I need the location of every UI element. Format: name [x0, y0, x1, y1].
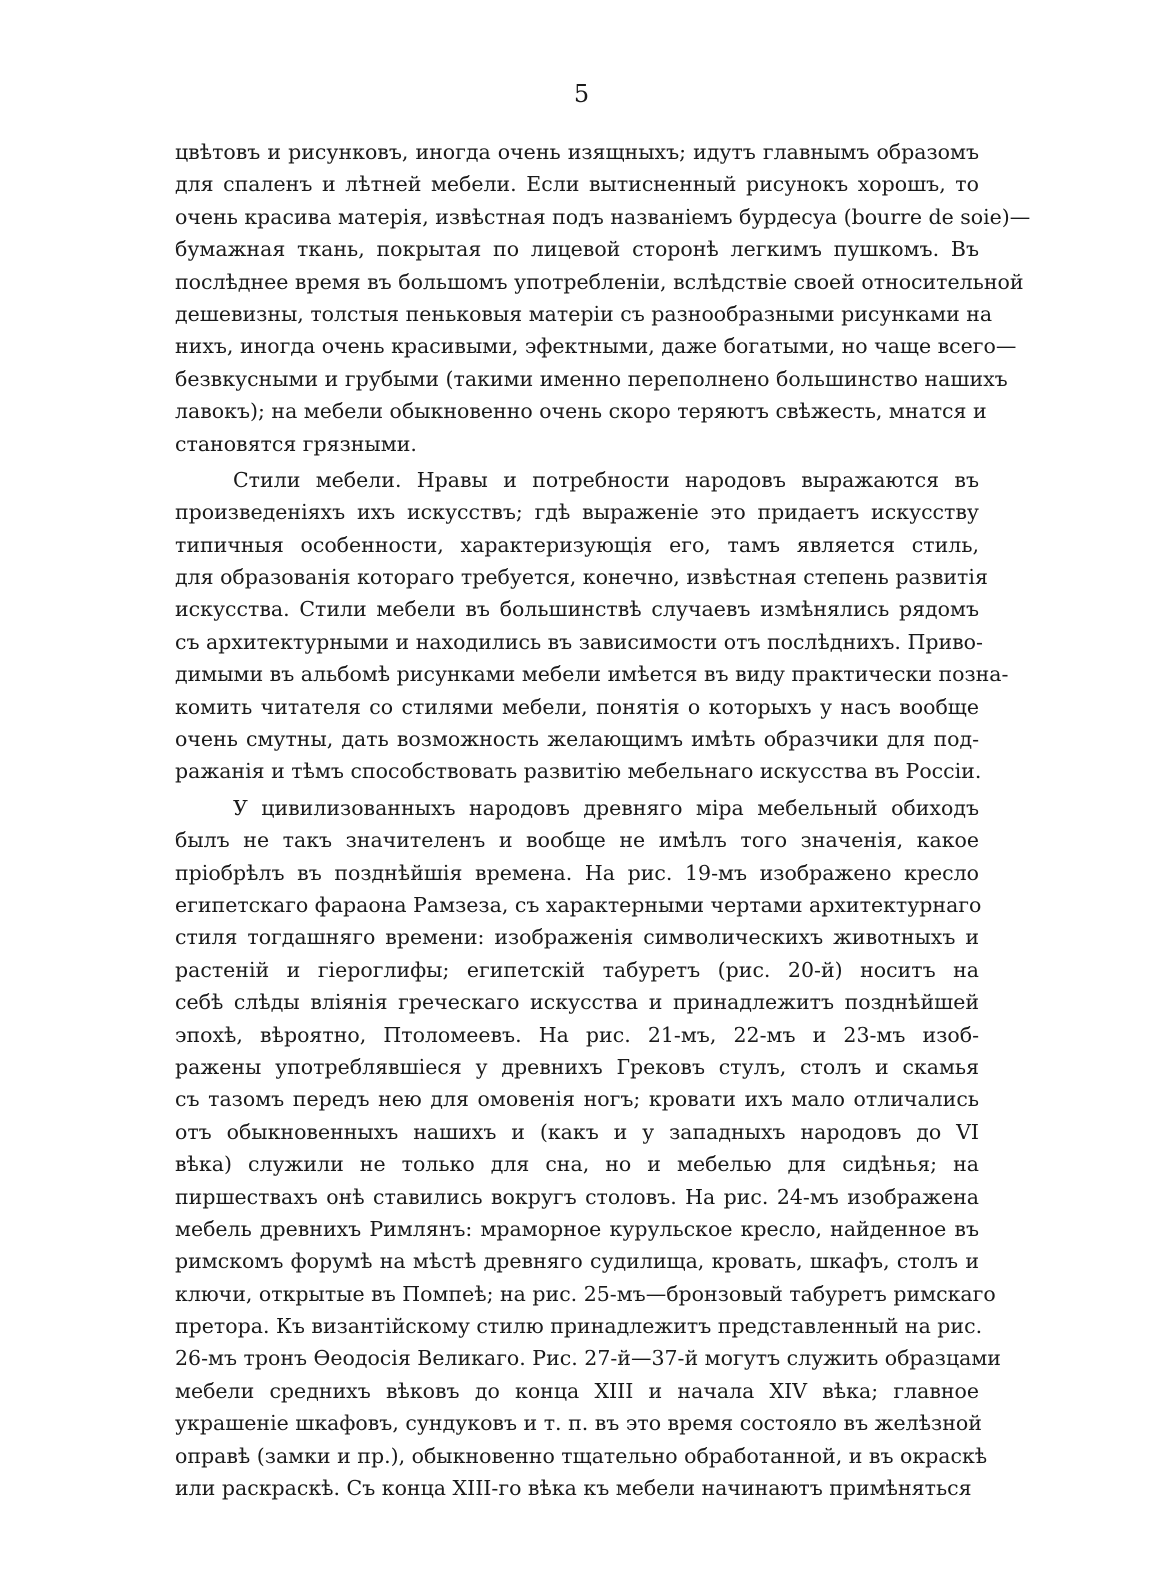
text-line: эпохѣ, вѣроятно, Птоломеевъ. На рис. 21-мъ, 22-мъ и 23-мъ изоб- — [175, 1022, 979, 1047]
text-line: египетскаго фараона Рамзеза, съ характерными чертами архитектурнаго — [175, 892, 982, 917]
paragraph — [175, 792, 1001, 1505]
text-line: былъ не такъ значителенъ и вообще не имѣлъ того значенія, какое — [175, 828, 979, 853]
text-line: очень красива матерія, извѣстная подъ названіемъ бурдесуа (bourre de soie)— — [175, 204, 1031, 229]
text-line: димыми въ альбомѣ рисунками мебели имѣется въ виду практически позна- — [175, 662, 1009, 687]
text-line: съ тазомъ передъ нею для омовенія ногъ; кровати ихъ мало отличались — [175, 1087, 979, 1112]
text-line: или раскраскѣ. Съ конца XIII-го вѣка къ мебели начинаютъ примѣняться — [175, 1476, 972, 1501]
text-line: украшеніе шкафовъ, сундуковъ и т. п. въ это время состояло въ желѣзной — [175, 1411, 982, 1436]
text-line: съ архитектурными и находились въ зависимости отъ послѣднихъ. Приво- — [175, 629, 983, 654]
text-line: искусства. Стили мебели въ большинствѣ случаевъ измѣнялись рядомъ — [175, 597, 979, 622]
text-line: мебели среднихъ вѣковъ до конца XIII и начала XIV вѣка; главное — [175, 1378, 979, 1403]
text-line: типичныя особенности, характеризующія его, тамъ является стиль, — [175, 532, 979, 557]
text-line: ражены употреблявшіеся у древнихъ Грековъ стулъ, столъ и скамья — [175, 1054, 979, 1079]
text-line: оправѣ (замки и пр.), обыкновенно тщательно обработанной, и въ окраскѣ — [175, 1443, 988, 1468]
text-line: пріобрѣлъ въ позднѣйшія времена. На рис. 19-мъ изображено кресло — [175, 860, 979, 885]
text-line: становятся грязными. — [175, 431, 417, 456]
text-line: претора. Къ византійскому стилю принадлежитъ представленный на рис. — [175, 1314, 983, 1339]
text-line: дешевизны, толстыя пеньковыя матеріи съ разнообразными рисунками на — [175, 301, 993, 326]
text-line: пиршествахъ онѣ ставились вокругъ столовъ. На рис. 24-мъ изображена — [175, 1184, 979, 1209]
page-number: 5 — [573, 80, 590, 108]
text-line: Стили мебели. Нравы и потребности народовъ выражаются въ — [233, 467, 979, 492]
text-line: ключи, открытые въ Помпеѣ; на рис. 25-мъ—бронзовый табуретъ римскаго — [175, 1281, 996, 1306]
text-line: растеній и гіероглифы; египетскій табуретъ (рис. 20-й) носитъ на — [175, 957, 979, 982]
text-line: У цивилизованныхъ народовъ древняго міра мебельный обиходъ — [233, 795, 979, 820]
text-line: безвкусными и грубыми (такими именно переполнено большинство нашихъ — [175, 366, 1008, 391]
text-line: отъ обыкновенныхъ нашихъ и (какъ и у западныхъ народовъ до VI — [175, 1119, 979, 1144]
text-line: произведеніяхъ ихъ искусствъ; гдѣ выраженіе это придаетъ искусству — [175, 500, 979, 525]
text-line: стиля тогдашняго времени: изображенія символическихъ животныхъ и — [175, 925, 979, 950]
text-line: для образованія котораго требуется, конечно, извѣстная степень развитія — [175, 565, 988, 590]
text-line: мебель древнихъ Римлянъ: мраморное курульское кресло, найденное въ — [175, 1216, 979, 1241]
text-line: цвѣтовъ и рисунковъ, иногда очень изящныхъ; идутъ главнымъ образомъ — [175, 140, 979, 164]
text-line: комить читателя со стилями мебели, понятія о которыхъ у насъ вообще — [175, 694, 979, 719]
text-line: бумажная ткань, покрытая по лицевой сторонѣ легкимъ пушкомъ. Въ — [175, 237, 979, 262]
text-line: для спаленъ и лѣтней мебели. Если вытисненный рисунокъ хорошъ, то — [175, 172, 979, 197]
paragraph — [175, 136, 1031, 460]
text-line: очень смутны, дать возможность желающимъ имѣть образчики для под- — [175, 727, 979, 752]
text-line: лавокъ); на мебели обыкновенно очень скоро теряютъ свѣжесть, мнатся и — [175, 399, 987, 424]
paragraph — [175, 464, 1009, 788]
text-line: послѣднее время въ большомъ употребленіи, вслѣдствіе своей относительной — [175, 269, 1024, 294]
text-line: нихъ, иногда очень красивыми, эфектными, даже богатыми, но чаще всего— — [175, 334, 1017, 359]
text-line: римскомъ форумѣ на мѣстѣ древняго судилища, кровать, шкафъ, столъ и — [175, 1249, 979, 1274]
text-line: вѣка) служили не только для сна, но и мебелью для сидѣнья; на — [175, 1152, 979, 1177]
body-text — [175, 136, 1031, 1504]
text-line: ражанія и тѣмъ способствовать развитію мебельнаго искусства въ Россіи. — [175, 759, 982, 784]
text-line: себѣ слѣды вліянія греческаго искусства и принадлежитъ позднѣйшей — [175, 990, 979, 1015]
text-line: 26-мъ тронъ Ѳеодосія Великаго. Рис. 27-й—37-й могутъ служить образцами — [175, 1346, 1001, 1371]
